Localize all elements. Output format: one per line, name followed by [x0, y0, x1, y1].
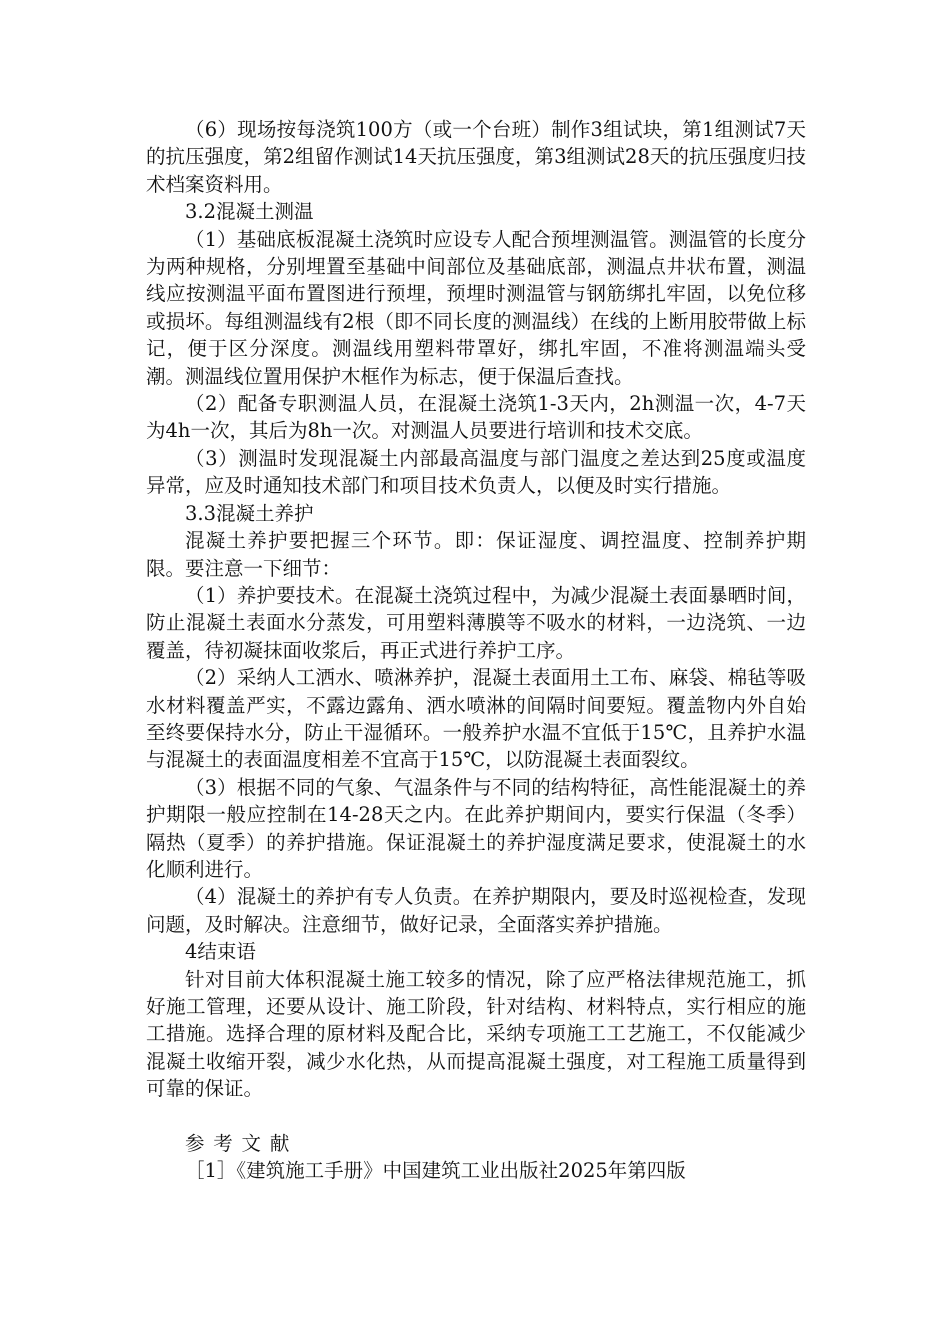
paragraph-test-blocks: （6）现场按每浇筑100方（或一个台班）制作3组试块，第1组测试7天的抗压强度，第2组留作测试14天抗压强度，第3组测试28天的抗压强度归技术档案资料用。 — [146, 118, 806, 196]
reference-item: ［1］《建筑施工手册》中国建筑工业出版社2025年第四版 — [185, 1159, 686, 1183]
paragraph-temperature-pipes: （1）基础底板混凝土浇筑时应设专人配合预埋测温管。测温管的长度分为两种规格，分别埋置至基础中间部位及基础底部，测温点井状布置，测温线应按测温平面布置图进行预埋，预埋时测温管与钢筋绑扎牢固，以免位移或损坏。每组测温线有2根（即不同长度的测温线）在线的上断用胶带做上标记，便于区分深度。测温线用塑料带罩好，绑扎牢固，不准将测温端头受潮。测温线位置用保护木框作为标志，便于保温后查找。 — [146, 227, 806, 388]
paragraph-curing-technique: （1）养护要技术。在混凝土浇筑过程中，为减少混凝土表面暴晒时间，防止混凝土表面水分蒸发，可用塑料薄膜等不吸水的材料，一边浇筑、一边覆盖，待初凝抹面收浆后，再正式进行养护工序。 — [146, 583, 806, 662]
paragraph-temperature-difference: （3）测温时发现混凝土内部最高温度与部门温度之差达到25度或温度异常，应及时通知技术部门和项目技术负责人，以便及时实行措施。 — [146, 446, 806, 498]
section-heading-3-3: 3.3混凝土养护 — [185, 501, 314, 525]
paragraph-temperature-staff: （2）配备专职测温人员，在混凝土浇筑1-3天内，2h测温一次，4-7天为4h一次，其后为8h一次。对测温人员要进行培训和技术交底。 — [146, 392, 806, 443]
references-heading: 参考文献 — [185, 1131, 299, 1155]
paragraph-conclusion: 针对目前大体积混凝土施工较多的情况，除了应严格法律规范施工，抓好施工管理，还要从设计、施工阶段，针对结构、材料特点，实行相应的施工措施。选择合理的原材料及配合比，采纳专项施工工艺施工，不仅能减少混凝土收缩开裂，减少水化热，从而提高混凝土强度，对工程施工质量得到可靠的保证。 — [146, 967, 806, 1101]
section-heading-4: 4结束语 — [185, 940, 256, 964]
section-heading-3-2: 3.2混凝土测温 — [185, 200, 314, 224]
paragraph-curing-intro: 混凝土养护要把握三个环节。即：保证湿度、调控温度、控制养护期限。要注意一下细节： — [146, 529, 806, 580]
paragraph-curing-responsibility: （4）混凝土的养护有专人负责。在养护期限内，要及时巡视检查，发现问题，及时解决。注意细节，做好记录，全面落实养护措施。 — [146, 885, 806, 936]
document-page — [146, 116, 806, 1184]
paragraph-curing-period: （3）根据不同的气象、气温条件与不同的结构特征，高性能混凝土的养护期限一般应控制在14-28天之内。在此养护期间内，要实行保温（冬季）隔热（夏季）的养护措施。保证混凝土的养护湿度满足要求，使混凝土的水化顺利进行。 — [146, 775, 806, 881]
paragraph-curing-watering: （2）采纳人工洒水、喷淋养护，混凝土表面用土工布、麻袋、棉毡等吸水材料覆盖严实，不露边露角、洒水喷淋的间隔时间要短。覆盖物内外自始至终要保持水分，防止干湿循环。一般养护水温不宜低于15℃，且养护水温与混凝土的表面温度相差不宜高于15℃，以防混凝土表面裂纹。 — [146, 666, 806, 772]
spacer — [146, 1103, 806, 1130]
